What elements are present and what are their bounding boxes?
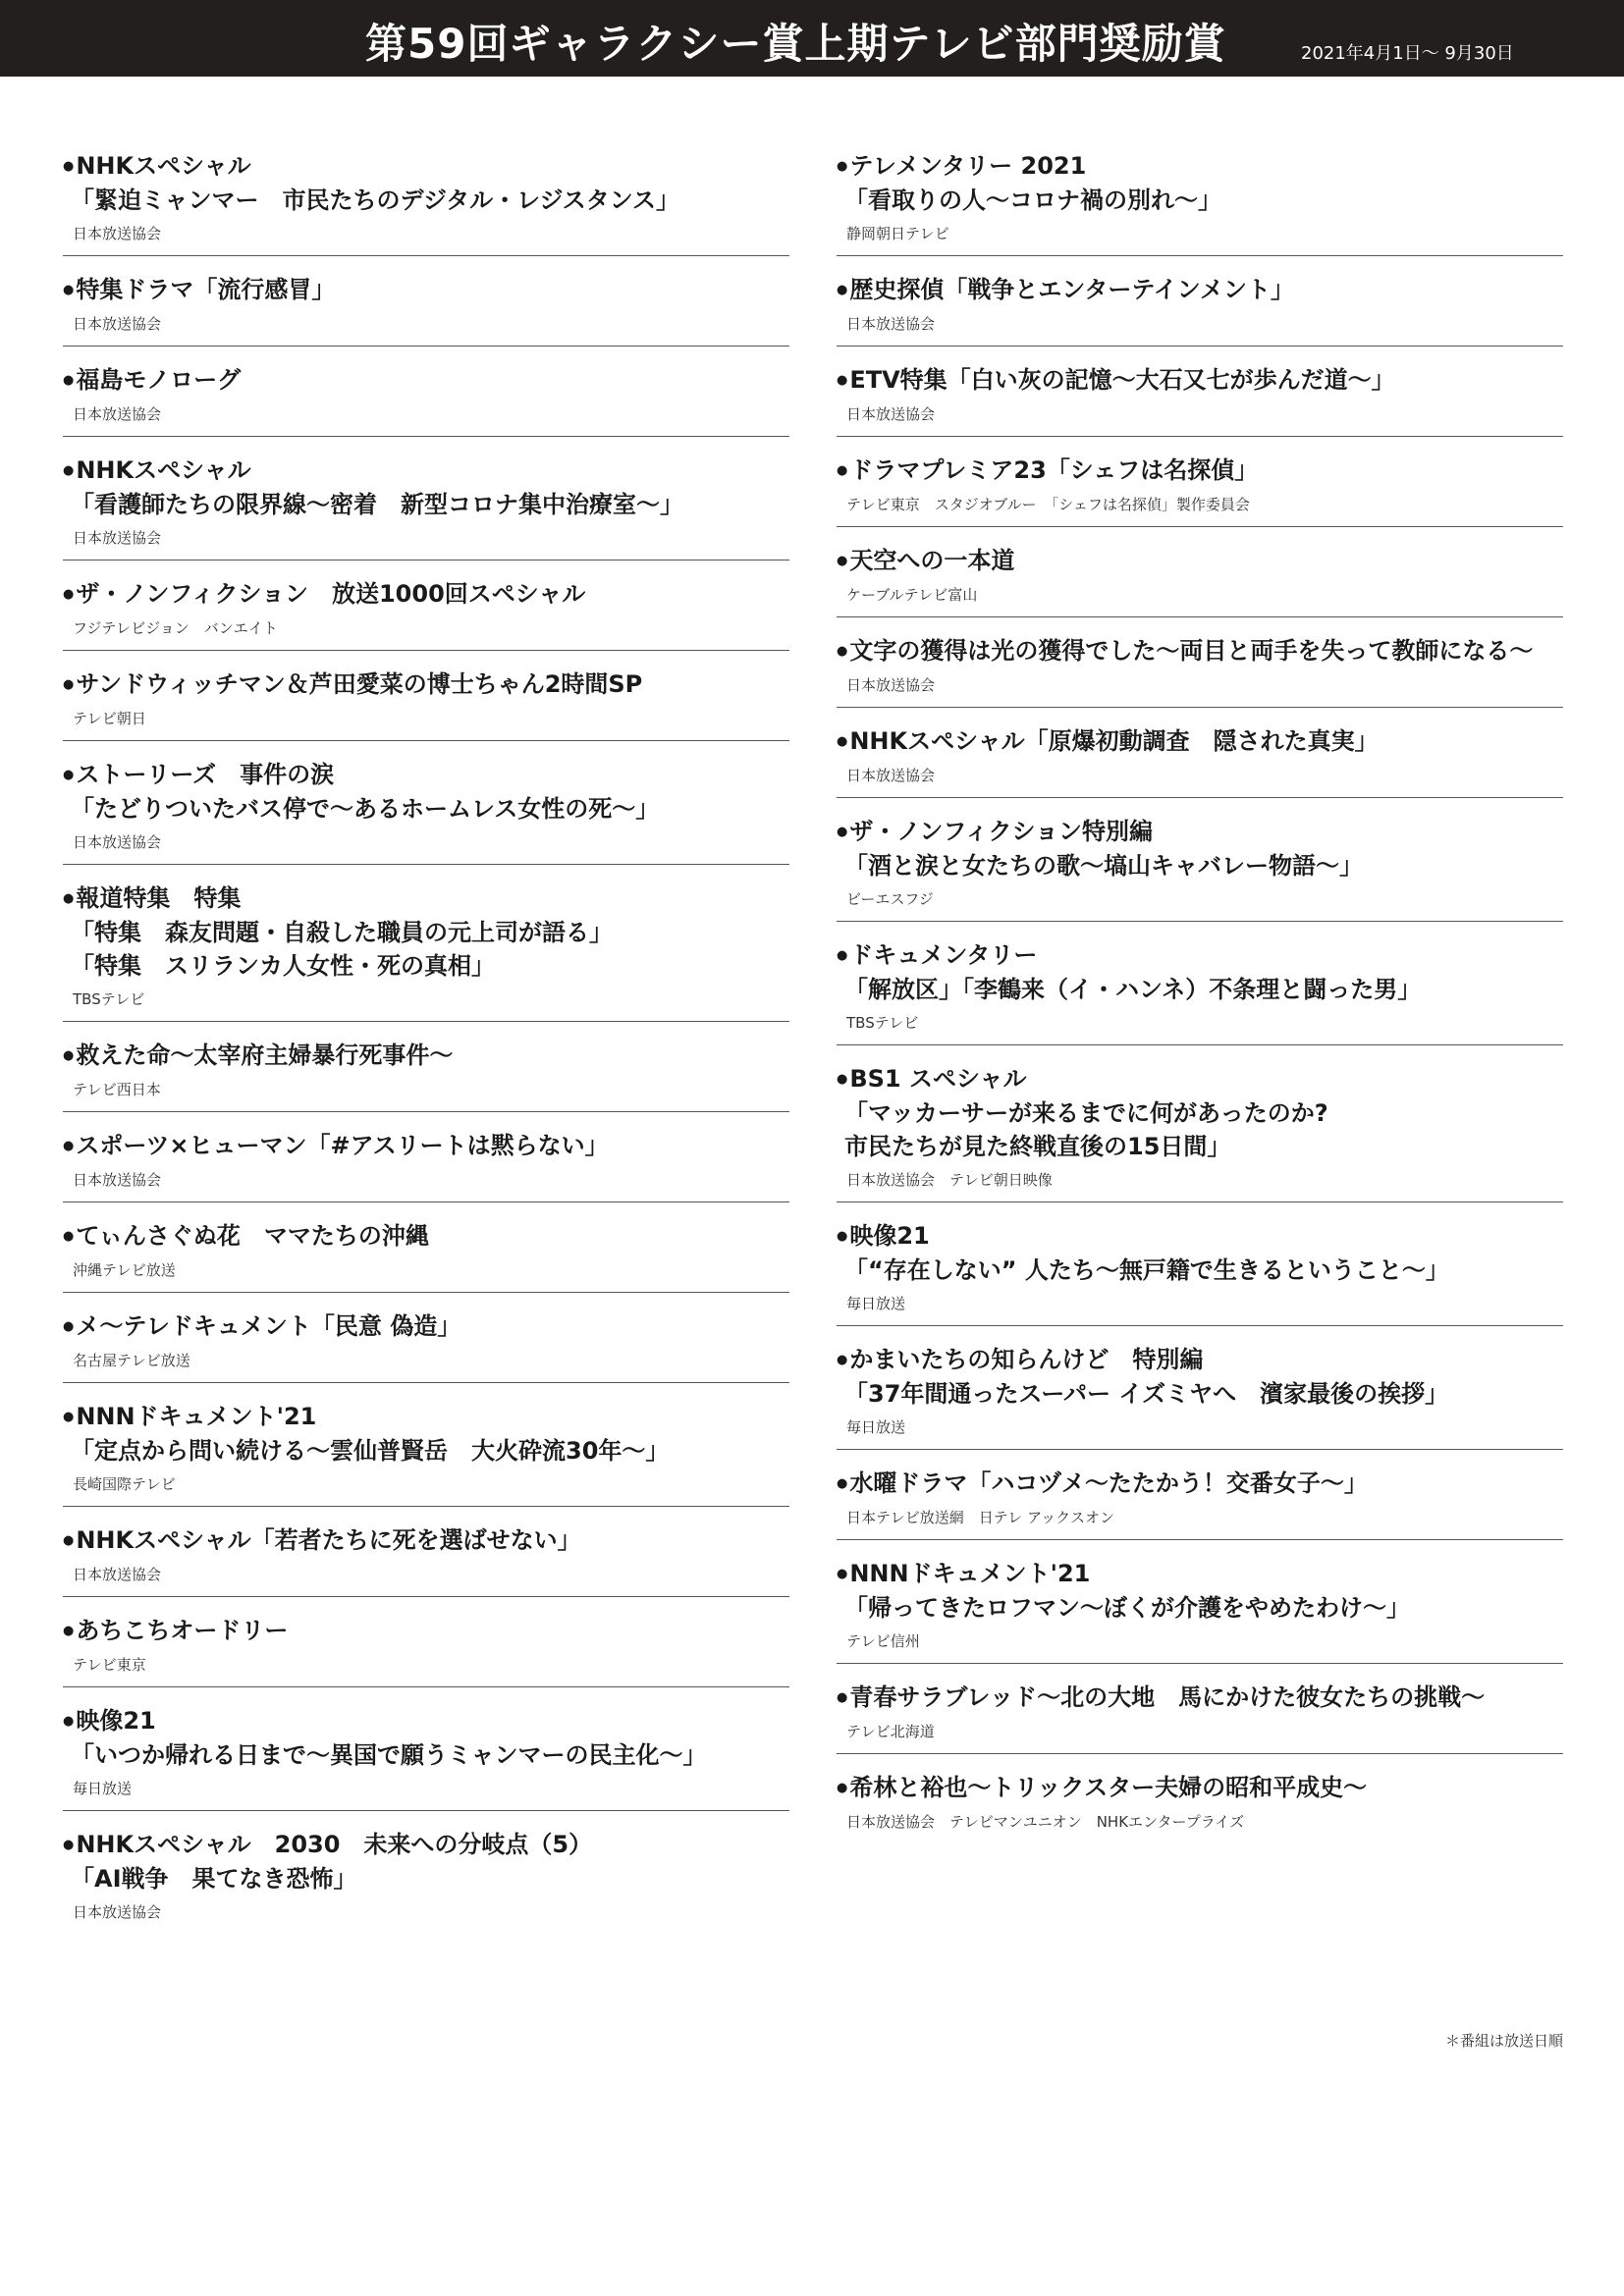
program-entry (63, 667, 789, 741)
broadcaster-name: 日本放送協会 (846, 767, 936, 784)
broadcaster-name: TBSテレビ (846, 1014, 919, 1032)
broadcaster-name: 名古屋テレビ放送 (73, 1352, 190, 1369)
program-entry (63, 881, 789, 1022)
broadcaster-name: テレビ西日本 (73, 1081, 161, 1098)
header-banner (0, 0, 1624, 77)
broadcaster-name: 長崎国際テレビ (73, 1475, 176, 1493)
broadcaster-name: テレビ東京 スタジオブルー 「シェフは名探偵」製作委員会 (846, 496, 1250, 513)
program-subtitle: 「特集 スリランカ人女性・死の真相」 (71, 952, 495, 980)
program-entry (837, 1681, 1563, 1754)
broadcaster-name: 日本放送協会 (73, 1566, 162, 1583)
program-entry (837, 363, 1563, 437)
broadcaster-name: 日本放送協会 (73, 1903, 162, 1921)
broadcast-period: 2021年4月1日～ 9月30日 (1301, 43, 1514, 64)
program-entry (837, 634, 1563, 708)
program-title: ● BS1 スペシャル (837, 1062, 1563, 1096)
program-entry (63, 758, 789, 865)
broadcaster-name: 日本放送協会 テレビ朝日映像 (846, 1171, 1053, 1189)
program-entry (837, 1062, 1563, 1202)
program-title: ● NHKスペシャル (63, 454, 789, 488)
program-entry (63, 1523, 789, 1597)
program-title: ● 青春サラブレッド～北の大地 馬にかけた彼女たちの挑戦～ (837, 1681, 1563, 1715)
program-title: ● サンドウィッチマン＆芦田愛菜の博士ちゃん2時間SP (63, 667, 789, 702)
program-subtitle: 「酒と涙と女たちの歌～塙山キャバレー物語～」 (844, 852, 1363, 880)
program-subtitle: 「帰ってきたロフマン～ぼくが介護をやめたわけ～」 (844, 1594, 1410, 1622)
program-title: ● 映像21 (63, 1704, 789, 1738)
broadcaster-name: 毎日放送 (846, 1418, 906, 1436)
program-entry (63, 1400, 789, 1507)
broadcaster-name: 日本放送協会 (73, 1171, 162, 1189)
program-entry (63, 1704, 789, 1811)
program-entry (837, 454, 1563, 527)
program-title: ● 映像21 (837, 1219, 1563, 1254)
program-title: ● ETV特集「白い灰の記憶～大石又七が歩んだ道～」 (837, 363, 1563, 398)
program-entry (63, 273, 789, 347)
broadcaster-name: テレビ信州 (846, 1632, 920, 1650)
program-title: ● あちこちオードリー (63, 1614, 789, 1648)
program-title: ● 福島モノローグ (63, 363, 789, 398)
program-title: ● 天空への一本道 (837, 544, 1563, 578)
broadcaster-name: テレビ北海道 (846, 1723, 935, 1740)
broadcaster-name: ビーエスフジ (846, 890, 934, 908)
page-title: 第59回ギャラクシー賞上期テレビ部門奨励賞 (365, 20, 1226, 68)
broadcaster-name: 日本放送協会 (73, 833, 162, 851)
broadcaster-name: 日本放送協会 テレビマンユニオン NHKエンタープライズ (846, 1813, 1245, 1831)
program-title: ● ザ・ノンフィクション 放送1000回スペシャル (63, 577, 789, 612)
program-subtitle: 「37年間通ったスーパー イズミヤへ 濱家最後の挨拶」 (844, 1380, 1449, 1408)
program-title: ● ドキュメンタリー (837, 938, 1563, 973)
program-title: ● ストーリーズ 事件の涙 (63, 758, 789, 792)
broadcaster-name: 日本放送協会 (846, 676, 936, 694)
program-title: ● 救えた命～太宰府主婦暴行死事件～ (63, 1039, 789, 1073)
program-title: ● NNNドキュメント'21 (63, 1400, 789, 1434)
program-entry (837, 1343, 1563, 1450)
program-entry (837, 1467, 1563, 1540)
program-title: ● かまいたちの知らんけど 特別編 (837, 1343, 1563, 1377)
broadcaster-name: 日本放送協会 (846, 405, 936, 423)
program-subtitle: 「マッカーサーが来るまでに何があったのか? (844, 1099, 1328, 1127)
program-title: ● メ～テレドキュメント「民意 偽造」 (63, 1309, 789, 1344)
program-entry (63, 1129, 789, 1202)
program-title: ● 特集ドラマ「流行感冒」 (63, 273, 789, 307)
broadcaster-name: 静岡朝日テレビ (846, 225, 949, 242)
program-subtitle: 「定点から問い続ける～雲仙普賢岳 大火砕流30年～」 (71, 1437, 670, 1465)
broadcaster-name: ケーブルテレビ富山 (846, 586, 978, 604)
broadcaster-name: 日本放送協会 (73, 529, 162, 547)
program-entry (837, 273, 1563, 347)
program-entry (837, 1557, 1563, 1664)
program-title: ● NHKスペシャル (63, 149, 789, 184)
right-column (837, 149, 1563, 1860)
program-subtitle: 市民たちが見た終戦直後の15日間」 (844, 1133, 1231, 1160)
program-entry (837, 724, 1563, 798)
program-entry (837, 938, 1563, 1045)
program-title: ● スポーツ×ヒューマン「#アスリートは黙らない」 (63, 1129, 789, 1163)
footnote: ＊番組は放送日順 (1444, 2032, 1563, 2050)
left-column (63, 149, 789, 1950)
program-entry (837, 149, 1563, 256)
program-title: ● 歴史探偵「戦争とエンターテインメント」 (837, 273, 1563, 307)
program-subtitle: 「“存在しない” 人たち～無戸籍で生きるということ～」 (844, 1256, 1449, 1284)
broadcaster-name: 日本テレビ放送網 日テレ アックスオン (846, 1509, 1114, 1526)
broadcaster-name: 沖縄テレビ放送 (73, 1261, 176, 1279)
program-title: ● 希林と裕也～トリックスター夫婦の昭和平成史～ (837, 1771, 1563, 1805)
program-entry (63, 363, 789, 437)
broadcaster-name: 日本放送協会 (73, 315, 162, 333)
broadcaster-name: フジテレビジョン バンエイト (73, 619, 278, 637)
program-title: ● NNNドキュメント'21 (837, 1557, 1563, 1591)
program-entry (63, 454, 789, 561)
program-title: ● NHKスペシャル「若者たちに死を選ばせない」 (63, 1523, 789, 1558)
program-entry (63, 1039, 789, 1112)
broadcaster-name: テレビ朝日 (73, 710, 146, 727)
program-title: ● 文字の獲得は光の獲得でした～両目と両手を失って教師になる～ (837, 634, 1563, 668)
program-entry (837, 544, 1563, 617)
program-title: ● 報道特集 特集 (63, 881, 789, 916)
broadcaster-name: TBSテレビ (73, 990, 145, 1008)
broadcaster-name: 日本放送協会 (73, 405, 162, 423)
program-subtitle: 「看護師たちの限界線～密着 新型コロナ集中治療室～」 (71, 491, 683, 518)
program-entry (63, 1828, 789, 1934)
program-subtitle: 「看取りの人～コロナ禍の別れ～」 (844, 187, 1221, 214)
program-entry (63, 1309, 789, 1383)
program-entry (837, 815, 1563, 922)
broadcaster-name: 毎日放送 (846, 1295, 906, 1312)
program-entry (63, 149, 789, 256)
broadcaster-name: 日本放送協会 (73, 225, 162, 242)
program-entry (63, 1219, 789, 1293)
broadcaster-name: 日本放送協会 (846, 315, 936, 333)
broadcaster-name: テレビ東京 (73, 1656, 146, 1674)
program-subtitle: 「たどりついたバス停で～あるホームレス女性の死～」 (71, 795, 660, 823)
program-subtitle: 「緊迫ミャンマー 市民たちのデジタル・レジスタンス」 (71, 187, 680, 214)
program-title: ● NHKスペシャル「原爆初動調査 隠された真実」 (837, 724, 1563, 759)
broadcaster-name: 毎日放送 (73, 1780, 133, 1797)
program-subtitle: 「解放区」「李鶴来（イ・ハンネ）不条理と闘った男」 (844, 976, 1422, 1003)
program-subtitle: 「いつか帰れる日まで～異国で願うミャンマーの民主化～」 (71, 1741, 707, 1769)
program-title: ● ザ・ノンフィクション特別編 (837, 815, 1563, 849)
program-title: ● ドラマプレミア23「シェフは名探偵」 (837, 454, 1563, 488)
program-title: ● 水曜ドラマ「ハコヅメ～たたかう！交番女子～」 (837, 1467, 1563, 1501)
program-entry (837, 1219, 1563, 1326)
program-title: ● テレメンタリー 2021 (837, 149, 1563, 184)
program-subtitle: 「AI戦争 果てなき恐怖」 (71, 1865, 357, 1893)
program-subtitle: 「特集 森友問題・自殺した職員の元上司が語る」 (71, 919, 613, 946)
program-title: ● NHKスペシャル 2030 未来への分岐点（5） (63, 1828, 789, 1862)
program-entry (837, 1771, 1563, 1843)
program-entry (63, 1614, 789, 1687)
program-entry (63, 577, 789, 651)
program-title: ● てぃんさぐぬ花 ママたちの沖縄 (63, 1219, 789, 1254)
